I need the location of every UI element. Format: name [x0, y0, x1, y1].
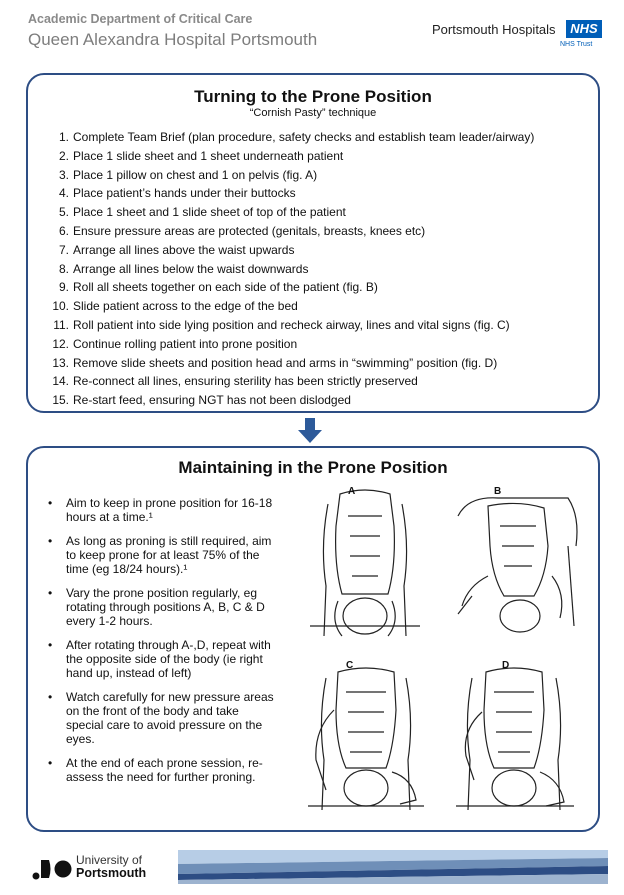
university-line-1: University of — [76, 853, 143, 867]
step-number: 9. — [58, 280, 69, 295]
turning-steps-list — [48, 128, 534, 410]
step-text: Roll patient into side lying position and recheck airway, lines and vital signs (fig. C) — [73, 317, 510, 332]
figure-b-label: B — [494, 486, 502, 497]
step-number: 5. — [58, 205, 69, 220]
figure-a — [300, 486, 430, 646]
bullet-text: At the end of each prone session, re-assess the need for further proning. — [66, 756, 263, 784]
maintaining-bullet — [42, 496, 278, 524]
step-text: Continue rolling patient into prone position — [73, 336, 298, 351]
bullet-text: Watch carefully for new pressure areas on the front of the body and take special care to avoid pressure on the eyes. — [66, 690, 274, 746]
bullet-dot-icon: • — [48, 586, 53, 600]
turning-step — [48, 278, 534, 297]
turning-step — [48, 391, 534, 410]
figure-b — [448, 486, 588, 646]
turning-step — [48, 147, 534, 166]
turning-step — [48, 335, 534, 354]
bullet-text: Aim to keep in prone position for 16-18 hours at a time.¹ — [66, 496, 273, 524]
maintaining-bullet — [42, 638, 278, 680]
step-number: 7. — [58, 242, 69, 257]
step-text: Ensure pressure areas are protected (genitals, breasts, knees etc) — [73, 223, 426, 238]
step-number: 10. — [52, 299, 69, 314]
turning-step — [48, 297, 534, 316]
bullet-dot-icon: • — [48, 638, 53, 652]
step-text: Place 1 slide sheet and 1 sheet underneath patient — [73, 148, 344, 163]
turning-step — [48, 354, 534, 373]
bullet-text: After rotating through A-,D, repeat with the opposite side of the body (ie right hand up, instead of left) — [66, 638, 271, 680]
step-number: 3. — [58, 167, 69, 182]
step-number: 11. — [53, 317, 69, 332]
step-text: Re-start feed, ensuring NGT has not been dislodged — [73, 393, 351, 408]
turning-step — [48, 241, 534, 260]
figure-c — [296, 660, 436, 820]
turning-step — [48, 372, 534, 391]
step-number: 2. — [58, 148, 69, 163]
step-number: 1. — [58, 130, 69, 144]
bullet-dot-icon: • — [48, 756, 53, 770]
step-text: Place patient’s hands under their buttocks — [73, 186, 296, 201]
turning-panel — [26, 73, 600, 413]
down-arrow-icon — [298, 418, 322, 449]
step-text: Remove slide sheets and position head and arms in “swimming” position (fig. D) — [73, 355, 498, 370]
step-number: 14. — [52, 374, 69, 389]
step-text: Place 1 pillow on chest and 1 on pelvis (fig. A) — [73, 167, 318, 182]
step-number: 6. — [58, 223, 69, 238]
maintaining-bullet — [42, 690, 278, 746]
turning-step — [48, 184, 534, 203]
bullet-dot-icon: • — [48, 496, 53, 510]
step-number: 12. — [52, 336, 69, 351]
bullet-text: Vary the prone position regularly, eg rotating through positions A, B, C & D every 1-2 hours. — [66, 586, 265, 628]
maintaining-panel — [26, 446, 600, 832]
maintaining-bullet — [42, 534, 278, 576]
step-number: 8. — [58, 261, 69, 276]
figure-d-label: D — [502, 660, 510, 671]
step-text: Roll all sheets together on each side of the patient (fig. B) — [73, 280, 378, 295]
maintaining-bullet — [42, 586, 278, 628]
figure-c-label: C — [346, 660, 354, 671]
turning-subtitle: “Cornish Pasty” technique — [249, 107, 377, 119]
turning-step — [48, 260, 534, 279]
turning-title: Turning to the Prone Position — [194, 87, 432, 106]
nhs-logo: NHS — [566, 20, 602, 38]
turning-step — [48, 166, 534, 185]
step-text: Arrange all lines above the waist upwards — [73, 242, 295, 257]
department-name: Academic Department of Critical Care — [28, 12, 253, 26]
step-number: 15. — [52, 393, 69, 408]
bullet-dot-icon: • — [48, 690, 53, 704]
bullet-dot-icon: • — [48, 534, 53, 548]
bullet-text: As long as proning is still required, aim to keep prone for at least 75% of the time (eg 18/24 hours).¹ — [66, 534, 272, 576]
footer-decorative-bars — [178, 850, 608, 889]
nhs-trust-label: NHS Trust — [560, 41, 593, 48]
maintaining-bullets-list — [42, 496, 278, 794]
figure-a-label: A — [348, 486, 356, 497]
university-logo-icon — [32, 857, 72, 886]
step-number: 13. — [52, 355, 69, 370]
maintaining-title: Maintaining in the Prone Position — [178, 458, 448, 477]
step-text: Arrange all lines below the waist downwards — [73, 261, 309, 276]
turning-step — [48, 316, 534, 335]
step-text: Complete Team Brief (plan procedure, safety checks and establish team leader/airway) — [73, 130, 535, 144]
step-number: 4. — [58, 186, 69, 201]
turning-step — [48, 203, 534, 222]
maintaining-bullet — [42, 756, 278, 784]
hospital-name: Queen Alexandra Hospital Portsmouth — [28, 30, 318, 49]
nhs-trust-name: Portsmouth Hospitals — [432, 22, 556, 37]
university-name — [76, 854, 146, 880]
turning-step — [48, 128, 534, 147]
figure-d — [446, 660, 586, 820]
step-text: Place 1 sheet and 1 slide sheet of top of the patient — [73, 205, 346, 220]
step-text: Re-connect all lines, ensuring sterility has been strictly preserved — [73, 374, 418, 389]
university-line-2: Portsmouth — [76, 866, 147, 880]
turning-step — [48, 222, 534, 241]
step-text: Slide patient across to the edge of the bed — [73, 299, 298, 314]
